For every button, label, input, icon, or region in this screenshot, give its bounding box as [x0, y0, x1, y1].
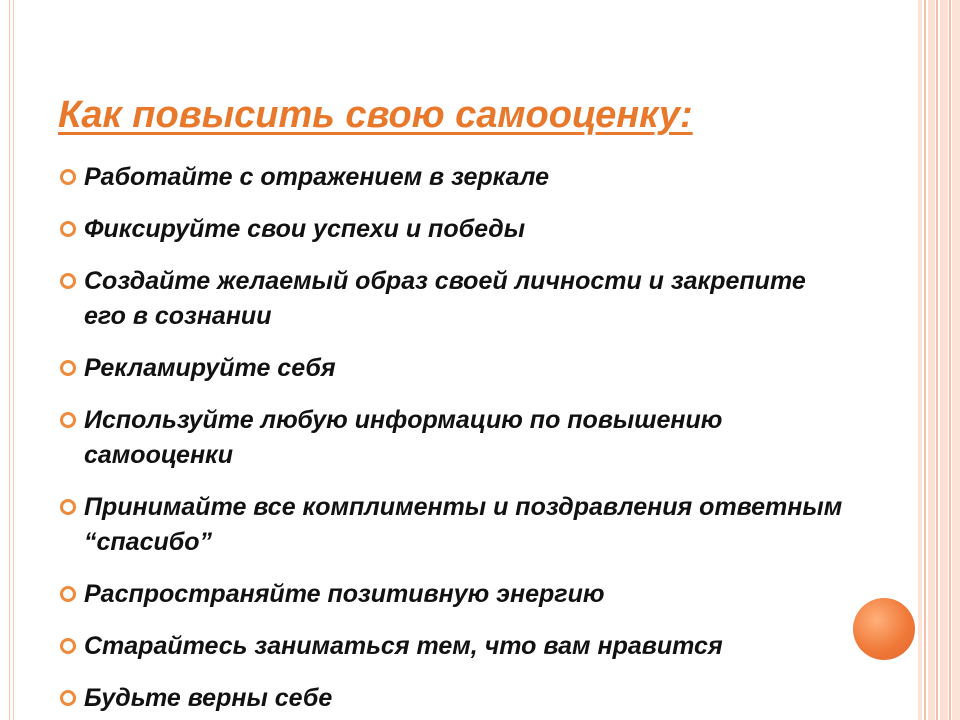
list-item: [60, 212, 850, 247]
hollow-circle-bullet-icon: [60, 638, 76, 654]
list-item: [60, 264, 850, 334]
list-item-text: Рекламируйте себя: [84, 354, 336, 382]
right-stripe: [918, 0, 922, 720]
list-item-text: Принимайте все комплименты и поздравления ответным “спасибо”: [84, 493, 843, 556]
list-item: [60, 681, 850, 716]
list-item: [60, 351, 850, 386]
list-item: [60, 490, 850, 560]
bullet-list: [60, 160, 850, 720]
right-stripe: [940, 0, 948, 720]
right-stripe: [949, 0, 951, 720]
list-item-text: Будьте верны себе: [84, 684, 333, 712]
list-item-text: Фиксируйте свои успехи и победы: [84, 215, 526, 243]
list-item: [60, 160, 850, 195]
left-border-line: [9, 0, 10, 720]
right-stripe: [924, 0, 926, 720]
hollow-circle-bullet-icon: [60, 412, 76, 428]
right-stripe: [952, 0, 960, 720]
list-item-text: Распространяйте позитивную энергию: [84, 580, 605, 608]
hollow-circle-bullet-icon: [60, 273, 76, 289]
right-stripe: [928, 0, 935, 720]
decorative-orange-circle: [853, 598, 915, 660]
hollow-circle-bullet-icon: [60, 221, 76, 237]
hollow-circle-bullet-icon: [60, 169, 76, 185]
left-border-line: [13, 0, 14, 720]
list-item-text: Создайте желаемый образ своей личности и закрепите его в сознании: [84, 267, 806, 330]
right-stripe: [936, 0, 938, 720]
list-item: [60, 629, 850, 664]
list-item-text: Используйте любую информацию по повышению самооценки: [84, 406, 723, 469]
hollow-circle-bullet-icon: [60, 690, 76, 706]
hollow-circle-bullet-icon: [60, 499, 76, 515]
hollow-circle-bullet-icon: [60, 360, 76, 376]
list-item: [60, 577, 850, 612]
list-item-text: Работайте с отражением в зеркале: [84, 163, 549, 191]
list-item-text: Старайтесь заниматься тем, что вам нравится: [84, 632, 723, 660]
hollow-circle-bullet-icon: [60, 586, 76, 602]
list-item: [60, 403, 850, 473]
slide-title: Как повысить свою самооценку:: [58, 94, 693, 136]
